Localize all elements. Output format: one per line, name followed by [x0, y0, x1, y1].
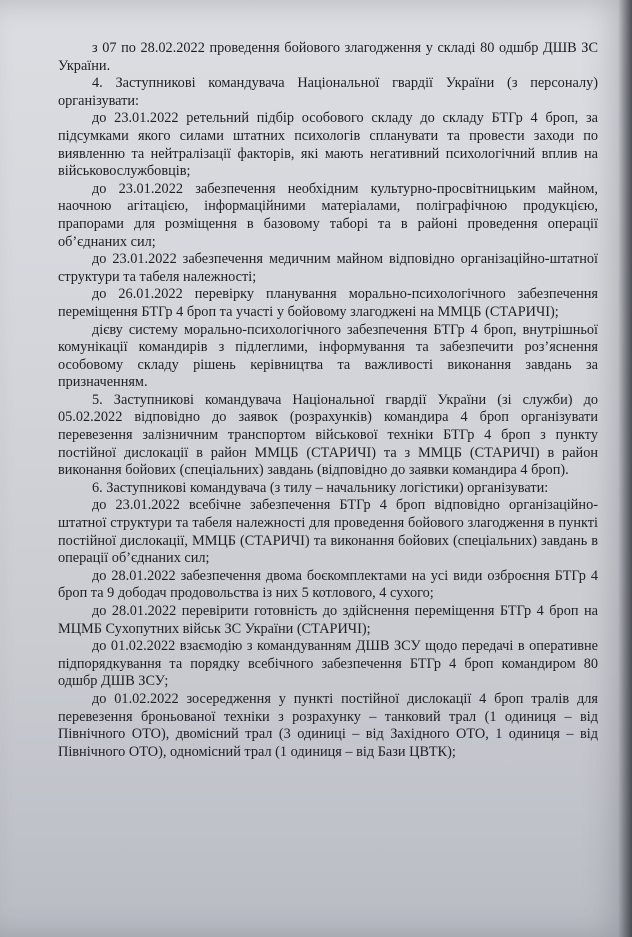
paragraph-item-6-heading: 6. Заступникові командувача (з тилу – начальнику логістики) організувати: [92, 479, 549, 496]
paragraph-item-6-trailers: до 01.02.2022 зосередження у пункті постійної дислокації 4 броп тралів для перевезення броньованої техніки з розрахунку – танковий трал (1 одиниця – від Північного ОТО), двомісний трал (3 одиниці – від Західного ОТО, 1 одиниця – від Північного ОТО), одномісний трал (1 одиниця – від Бази ЦВТК); [58, 690, 598, 760]
paragraph-item-4-cultural-supply: до 23.01.2022 забезпечення необхідним культурно-просвітницьким майном, наочною агітацією, інформаційними матеріалами, поліграфічною продукцією, прапорами для розміщення в базовому таборі та в районі проведення операції об’єднаних сил; [58, 180, 598, 250]
paragraph-item-4-planning-check: до 26.01.2022 перевірку планування морально-психологічного забезпечення переміщення БТГр 4 броп та участі у бойовому злагоджені на ММЦБ (СТАРИЧІ); [58, 286, 598, 320]
paragraph-item-4-medical-supply: до 23.01.2022 забезпечення медичним майном відповідно організаційно-штатної структури та табеля належності; [58, 251, 598, 285]
paragraph-item-5-transport: 5. Заступникові командувача Національної гвардії України (зі служби) до 05.02.2022 відповідно до заявок (розрахунків) командира 4 броп організувати перевезення залізничним транспортом військової техніки БТГр 4 броп з пункту постійної дислокації в район ММЦБ (СТАРИЧІ) та з ММЦБ (СТАРИЧІ) в район виконання бойових (спеціальних) завдань (відповідно до заявки командира 4 броп). [58, 391, 598, 479]
paragraph-item-4-selection: до 23.01.2022 ретельний підбір особового складу до складу БТГр 4 броп, за підсумками якого силами штатних психологів спланувати та провести заходи по виявленню та нейтралізації факторів, які мають негативний психологічний вплив на військовослужбовців; [58, 110, 598, 180]
page-edge-shadow [618, 0, 632, 937]
paragraph-item-6-ammunition: до 28.01.2022 забезпечення двома боєкомплектами на усі види озброєння БТГр 4 броп та 9 дободач продовольства із них 5 котлового, 4 сухого; [58, 567, 598, 602]
paragraph-item-6-full-supply: до 23.01.2022 всебічне забезпечення БТГр 4 броп відповідно організаційно-штатної структури та табеля належності для проведення бойового злагодження в пункті постійної дислокації, ММЦБ (СТАРИЧІ) та виконання бойових (спеціальних) завдань в операції об’єднаних сил; [58, 497, 598, 567]
document-body [58, 40, 598, 761]
paragraph-item-6-readiness-check: до 28.01.2022 перевірити готовність до здійснення переміщення БТГр 4 броп на МЦМБ Сухопутних військ ЗС України (СТАРИЧІ); [58, 603, 598, 637]
paragraph-item-4-moral-system: дієву систему морально-психологічного забезпечення БТГр 4 броп, внутрішньої комунікації командирів з підлеглими, інформування та забезпечити роз’яснення особовому складу рішень керівництва та важливості виконання завдань за призначенням. [58, 321, 598, 391]
paragraph-combat-coordination: з 07 по 28.02.2022 проведення бойового злагодження у складі 80 одшбр ДШВ ЗС України. [58, 40, 598, 74]
paragraph-item-6-coordination: до 01.02.2022 взаємодію з командуванням ДШВ ЗСУ щодо передачі в оперативне підпорядкування та порядку всебічного забезпечення БТГр 4 броп командиром 80 одшбр ДШВ ЗСУ; [58, 638, 598, 690]
paragraph-item-4-heading: 4. Заступникові командувача Національної гвардії України (з персоналу) організувати: [58, 75, 598, 109]
